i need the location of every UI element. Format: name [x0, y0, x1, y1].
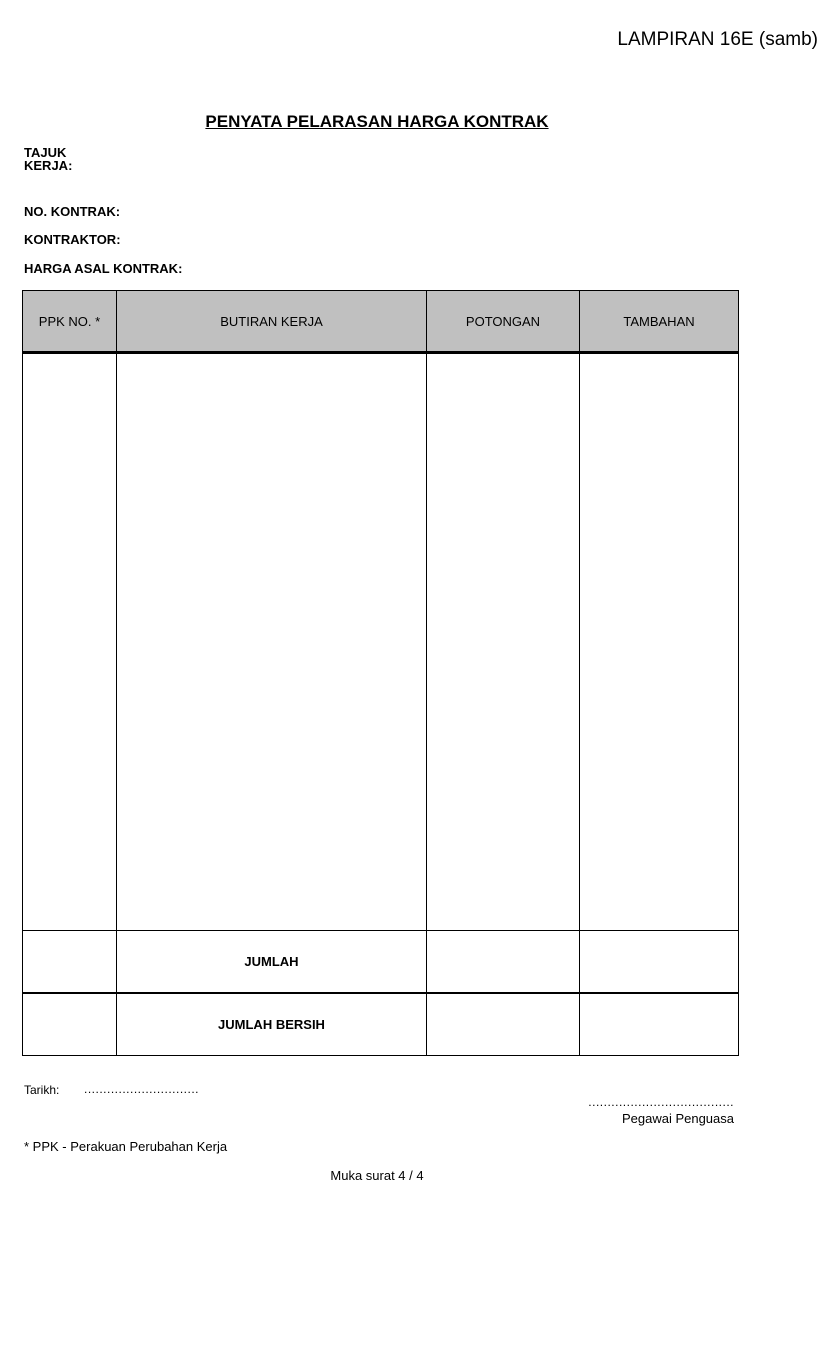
jumlah-bersih-potongan-cell[interactable]: [427, 993, 580, 1056]
column-header-potongan: POTONGAN: [427, 291, 580, 353]
jumlah-bersih-label: JUMLAH BERSIH: [117, 993, 427, 1056]
tarikh-field[interactable]: ..............................: [84, 1082, 200, 1096]
tarikh-label: Tarikh:: [24, 1083, 60, 1097]
column-header-ppk-no: PPK NO. *: [23, 291, 117, 353]
jumlah-blank-cell: [23, 931, 117, 994]
column-header-butiran-kerja: BUTIRAN KERJA: [117, 291, 427, 353]
jumlah-bersih-blank-cell: [23, 993, 117, 1056]
ppk-footnote: * PPK - Perakuan Perubahan Kerja: [24, 1139, 228, 1154]
jumlah-bersih-row: [23, 993, 739, 1056]
jumlah-tambahan-cell[interactable]: [580, 931, 739, 994]
tajuk-label: TAJUK: [24, 145, 67, 160]
tambahan-cell[interactable]: [580, 353, 739, 931]
jumlah-row: [23, 931, 739, 994]
no-kontrak-label: NO. KONTRAK:: [24, 204, 121, 219]
ppk-no-cell[interactable]: [23, 353, 117, 931]
column-header-tambahan: TAMBAHAN: [580, 291, 739, 353]
signature-line[interactable]: ......................................: [588, 1095, 734, 1109]
document-title: PENYATA PELARASAN HARGA KONTRAK: [205, 112, 549, 131]
page-number: Muka surat 4 / 4: [330, 1168, 424, 1183]
pegawai-penguasa-label: Pegawai Penguasa: [621, 1111, 734, 1126]
jumlah-label: JUMLAH: [117, 931, 427, 994]
kerja-label: KERJA:: [24, 158, 73, 173]
butiran-kerja-cell[interactable]: [117, 353, 427, 931]
table-body-row: [23, 353, 739, 931]
table-header-row: [23, 291, 739, 353]
jumlah-bersih-tambahan-cell[interactable]: [580, 993, 739, 1056]
kontraktor-label: KONTRAKTOR:: [24, 232, 121, 247]
potongan-cell[interactable]: [427, 353, 580, 931]
adjustment-table: [22, 290, 739, 1056]
jumlah-potongan-cell[interactable]: [427, 931, 580, 994]
harga-asal-kontrak-label: HARGA ASAL KONTRAK:: [24, 261, 183, 276]
lampiran-label: LAMPIRAN 16E (samb): [617, 29, 818, 50]
